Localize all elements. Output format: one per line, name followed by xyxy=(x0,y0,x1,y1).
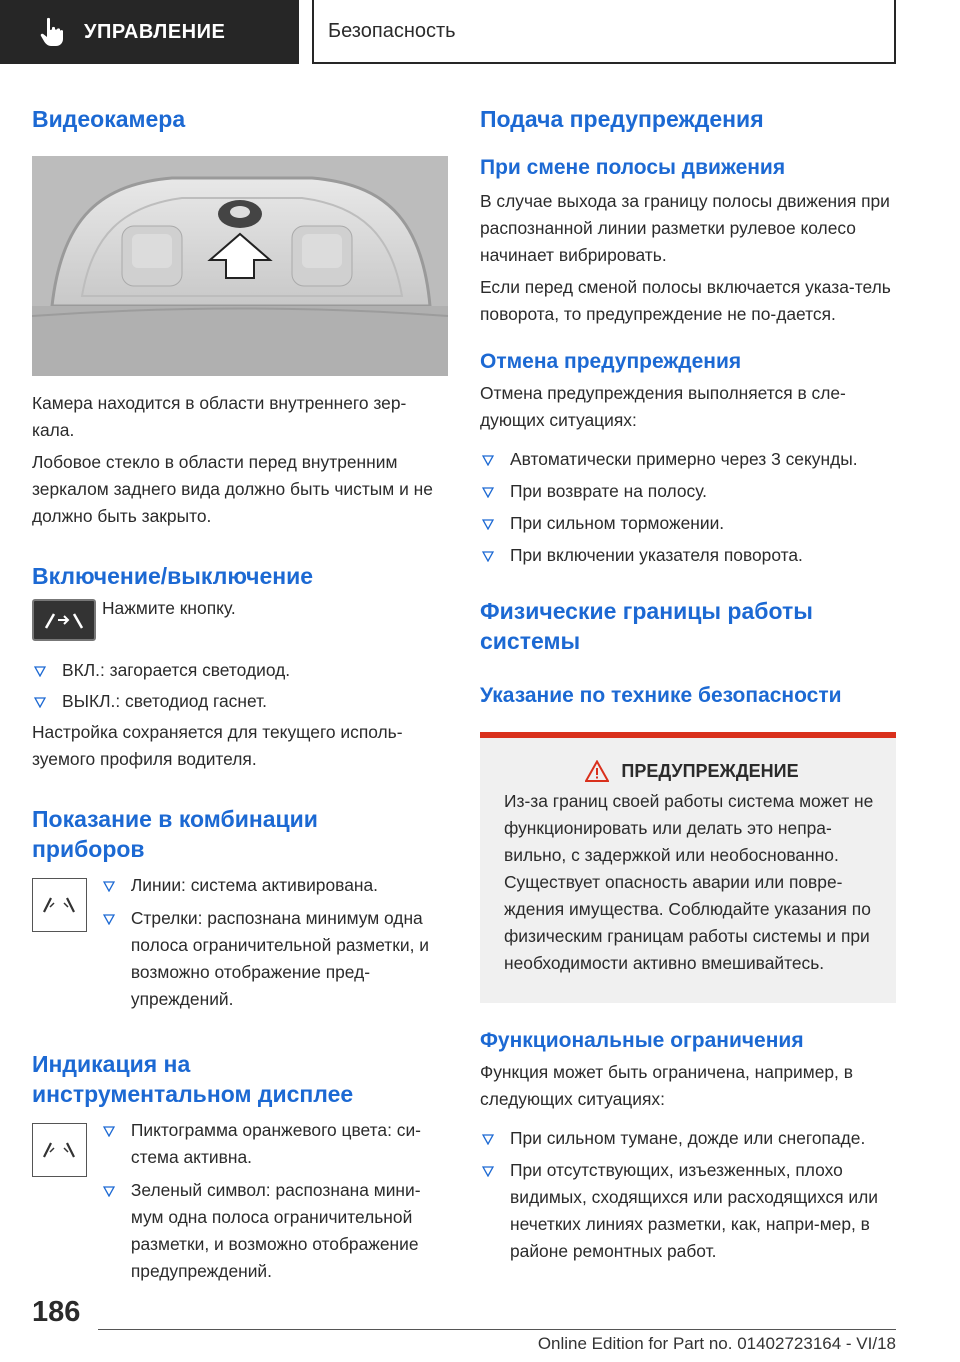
page-number: 186 xyxy=(32,1296,81,1328)
camera-location-text: Камера находится в области внутреннего зер-кала. xyxy=(32,393,407,440)
footer-divider xyxy=(98,1329,896,1330)
edition-note: Online Edition for Part no. 01402723164 - VI/18 xyxy=(537,1334,896,1353)
camera-photo xyxy=(32,156,448,376)
left-column xyxy=(32,96,448,1285)
cluster-lines-image xyxy=(32,878,87,932)
lane-departure-icon xyxy=(42,610,86,630)
limits-heading: Физические границы работы системы xyxy=(480,598,813,654)
right-column xyxy=(480,96,896,1265)
list-item: Автоматически примерно через 3 секунды. xyxy=(480,446,896,473)
functional-limits-text: Функция может быть ограничена, например, в следующих ситуациях: xyxy=(480,1062,853,1109)
warning-box xyxy=(480,732,896,1003)
lane-change-text: В случае выхода за границу полосы движения при распознанной линии разметки рулевое колесо начинает вибрировать. xyxy=(480,191,890,265)
triangle-bullet-icon xyxy=(34,666,46,677)
triangle-bullet-icon xyxy=(482,519,494,530)
press-button-text: Нажмите кнопку. xyxy=(102,598,236,618)
onoff-heading: Включение/выключение xyxy=(32,563,314,589)
triangle-bullet-icon xyxy=(482,551,494,562)
triangle-bullet-icon xyxy=(103,1186,115,1197)
lane-assist-button xyxy=(32,599,96,641)
list-item: Пиктограмма оранжевого цвета: си-стема активна. xyxy=(101,1117,448,1171)
windshield-illustration xyxy=(32,156,448,376)
triangle-bullet-icon xyxy=(103,881,115,892)
list-item: При сильном торможении. xyxy=(480,510,896,537)
warning-heading: Подача предупреждения xyxy=(480,106,764,132)
display-list xyxy=(101,1117,448,1285)
list-item: ВКЛ.: загорается светодиод. xyxy=(32,657,448,684)
warning-title xyxy=(504,760,880,782)
list-item: Стрелки: распознана минимум одна полоса ограничительной разметки, и возможно отображение пред-упреждений. xyxy=(101,905,448,1013)
safety-heading: Указание по технике безопасности xyxy=(480,684,842,707)
list-item: Зеленый символ: распознана мини-мум одна полоса ограничительной разметки, и возможно отображение предупреждений. xyxy=(101,1177,448,1285)
functional-limits-list xyxy=(480,1125,896,1265)
lane-change-heading: При смене полосы движения xyxy=(480,156,786,179)
display-lines-image xyxy=(32,1123,87,1177)
chapter-title: Безопасность xyxy=(328,19,456,42)
triangle-bullet-icon xyxy=(103,914,115,925)
triangle-bullet-icon xyxy=(482,487,494,498)
functional-limits-heading: Функциональные ограничения xyxy=(480,1029,804,1052)
triangle-bullet-icon xyxy=(482,455,494,466)
lane-lines-icon xyxy=(41,895,77,915)
triangle-bullet-icon xyxy=(34,697,46,708)
cluster-list xyxy=(101,872,448,1013)
list-item: При включении указателя поворота. xyxy=(480,542,896,569)
section-tab xyxy=(0,0,299,64)
turn-signal-text: Если перед сменой полосы включается указа-тель поворота, то предупреждение не по-дается. xyxy=(480,277,891,324)
profile-note-text: Настройка сохраняется для текущего исполь-зуемого профиля водителя. xyxy=(32,722,403,769)
lane-lines-icon xyxy=(41,1140,77,1160)
cluster-heading: Показание в комбинации приборов xyxy=(32,806,318,862)
list-item: Линии: система активирована. xyxy=(101,872,448,899)
list-item: При сильном тумане, дожде или снегопаде. xyxy=(480,1125,896,1152)
cancel-heading: Отмена предупреждения xyxy=(480,350,742,373)
triangle-bullet-icon xyxy=(103,1126,115,1137)
camera-heading: Видеокамера xyxy=(32,106,186,132)
triangle-bullet-icon xyxy=(482,1134,494,1145)
onoff-list xyxy=(32,657,448,715)
cancel-list xyxy=(480,446,896,569)
chapter-tab xyxy=(312,0,896,64)
list-item: При возврате на полосу. xyxy=(480,478,896,505)
cancel-text: Отмена предупреждения выполняется в сле-дующих ситуациях: xyxy=(480,383,846,430)
warning-triangle-icon xyxy=(585,760,609,782)
warning-text: Из-за границ своей работы система может не функционировать или делать это непра-вильно, с задержкой или необоснованно. Существует опасность аварии или повре-ждения имущества. Соблюдайте указания по физическим границам работы системы и при необходимости активно вмешивайтесь. xyxy=(504,791,874,973)
warning-label: ПРЕДУПРЕЖДЕНИЕ xyxy=(621,760,799,781)
section-title: УПРАВЛЕНИЕ xyxy=(84,20,226,43)
list-item: При отсутствующих, изъезженных, плохо видимых, сходящихся или расходящихся или нечетких линиях разметки, как, напри-мер, в районе ремонтных работ. xyxy=(480,1157,896,1265)
windshield-text: Лобовое стекло в области перед внутренним зеркалом заднего вида должно быть чистым и не должно быть закрыто. xyxy=(32,452,433,526)
triangle-bullet-icon xyxy=(482,1166,494,1177)
hand-pointer-icon xyxy=(40,17,66,47)
display-heading: Индикация на инструментальном дисплее xyxy=(32,1051,354,1107)
list-item: ВЫКЛ.: светодиод гаснет. xyxy=(32,688,448,715)
